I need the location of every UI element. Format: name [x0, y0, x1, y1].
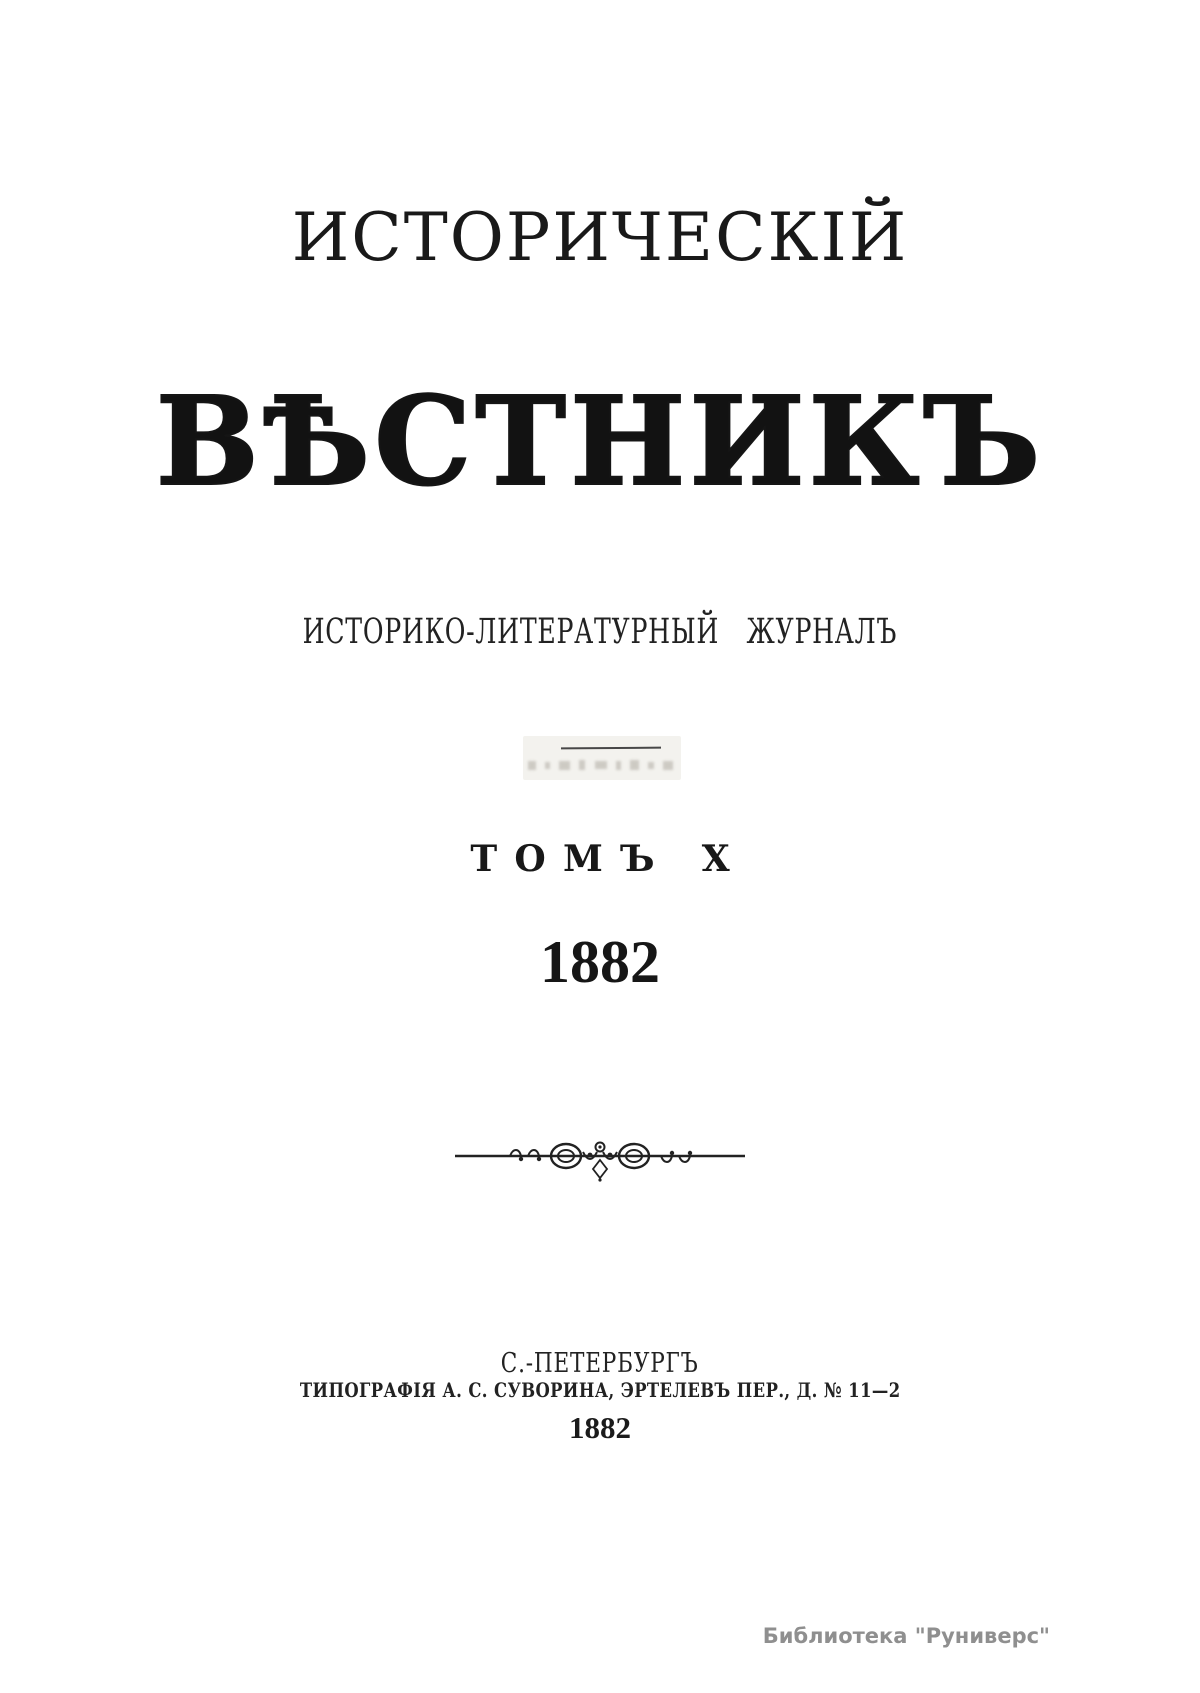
imprint-city [0, 1350, 1200, 1377]
volume-year: 1882 [540, 929, 660, 995]
volume-label: ТОМЪ X [470, 838, 747, 880]
imprint-city-text: С.-ПЕТЕРБУРГЪ [501, 1348, 699, 1379]
journal-subtitle-text: ИСТОРИКО-ЛИТЕРАТУРНЫЙ ЖУРНАЛЪ [302, 612, 898, 652]
stamp-illegible-text [528, 759, 673, 771]
journal-title-line2: ВѢСТНИКЪ [155, 369, 1045, 513]
imprint-printer-text: ТИПОГРАФІЯ А. С. СУВОРИНА, ЭРТЕЛЕВЪ ПЕР., Д. № 11—2 [299, 1378, 901, 1402]
journal-title-line1: ИСТОРИЧЕСКІЙ [291, 199, 909, 276]
stamp-rule [561, 747, 661, 750]
stamp-artifact [523, 736, 681, 780]
imprint-printer [0, 1380, 1200, 1400]
library-watermark: Библиотека "Руниверс" [762, 1624, 1050, 1648]
ornament-divider-icon [454, 1136, 746, 1188]
imprint-year: 1882 [569, 1410, 631, 1445]
journal-subtitle [0, 612, 1200, 652]
